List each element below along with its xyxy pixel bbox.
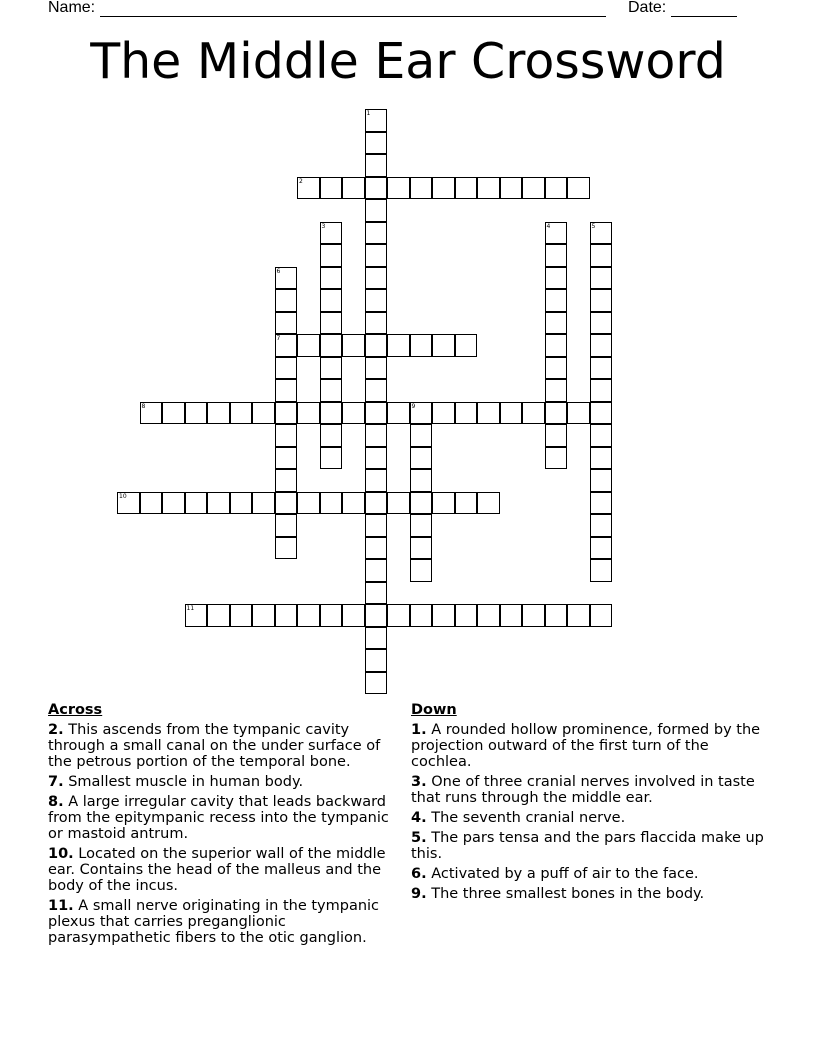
date-label: Date: bbox=[628, 0, 667, 16]
grid-cell[interactable] bbox=[567, 604, 590, 627]
grid-cell[interactable] bbox=[252, 492, 275, 515]
clue-number-label: 7 bbox=[276, 335, 281, 342]
clue-number: 10. bbox=[48, 846, 74, 862]
down-clue bbox=[411, 722, 771, 770]
grid-cell[interactable] bbox=[140, 492, 163, 515]
clue-number: 1. bbox=[411, 722, 427, 738]
grid-cell[interactable] bbox=[320, 447, 343, 470]
grid-cell[interactable] bbox=[387, 492, 410, 515]
grid-cell[interactable] bbox=[365, 244, 388, 267]
across-clue bbox=[48, 722, 408, 770]
grid-cell[interactable] bbox=[365, 177, 388, 200]
grid-cell[interactable] bbox=[297, 604, 320, 627]
grid-cell[interactable] bbox=[140, 402, 163, 425]
grid-cell[interactable] bbox=[500, 604, 523, 627]
grid-cell[interactable] bbox=[252, 402, 275, 425]
clue-number: 6. bbox=[411, 866, 427, 882]
grid-cell[interactable] bbox=[365, 649, 388, 672]
down-clue bbox=[411, 830, 771, 862]
grid-cell[interactable] bbox=[342, 177, 365, 200]
grid-cell[interactable] bbox=[590, 469, 613, 492]
down-clues bbox=[411, 702, 771, 906]
grid-cell[interactable] bbox=[567, 402, 590, 425]
grid-cell[interactable] bbox=[275, 447, 298, 470]
grid-cell[interactable] bbox=[522, 604, 545, 627]
grid-cell[interactable] bbox=[545, 334, 568, 357]
clue-text: Located on the superior wall of the middle ear. Contains the head of the malleus and the body of the incus. bbox=[48, 846, 386, 894]
grid-cell[interactable] bbox=[410, 334, 433, 357]
grid-cell[interactable] bbox=[545, 604, 568, 627]
grid-cell[interactable] bbox=[387, 177, 410, 200]
grid-cell[interactable] bbox=[545, 402, 568, 425]
clue-number-label: 11 bbox=[186, 605, 195, 612]
clue-number: 7. bbox=[48, 774, 64, 790]
clue-number-label: 8 bbox=[141, 402, 146, 410]
grid-cell[interactable] bbox=[567, 177, 590, 200]
grid-cell[interactable] bbox=[455, 492, 478, 515]
grid-cell[interactable] bbox=[275, 469, 298, 492]
grid-cell[interactable] bbox=[500, 402, 523, 425]
grid-cell[interactable] bbox=[207, 492, 230, 515]
clue-number-label: 9 bbox=[411, 402, 416, 410]
down-clue bbox=[411, 866, 771, 882]
grid-cell[interactable] bbox=[500, 177, 523, 200]
grid-cell[interactable] bbox=[477, 604, 500, 627]
grid-cell[interactable] bbox=[522, 177, 545, 200]
grid-cell[interactable] bbox=[545, 177, 568, 200]
grid-cell[interactable] bbox=[320, 244, 343, 267]
grid-cell[interactable] bbox=[230, 604, 253, 627]
grid-cell[interactable] bbox=[522, 402, 545, 425]
grid-cell[interactable] bbox=[365, 402, 388, 425]
down-clue bbox=[411, 774, 771, 806]
grid-cell[interactable] bbox=[275, 514, 298, 537]
grid-cell[interactable] bbox=[590, 267, 613, 290]
grid-cell[interactable] bbox=[365, 199, 388, 222]
grid-cell[interactable] bbox=[297, 402, 320, 425]
grid-cell[interactable] bbox=[117, 492, 140, 515]
grid-cell[interactable] bbox=[365, 132, 388, 155]
grid-cell[interactable] bbox=[365, 154, 388, 177]
clue-number: 5. bbox=[411, 830, 427, 846]
grid-cell[interactable] bbox=[230, 402, 253, 425]
down-heading: Down bbox=[411, 702, 457, 718]
clue-text: A large irregular cavity that leads backward from the epitympanic recess into the tympanic or mastoid antrum. bbox=[48, 794, 389, 842]
clue-number-label: 2 bbox=[299, 177, 303, 185]
grid-cell[interactable] bbox=[590, 537, 613, 560]
grid-cell[interactable] bbox=[320, 177, 343, 200]
across-clue bbox=[48, 846, 408, 894]
clue-text: The three smallest bones in the body. bbox=[431, 886, 705, 902]
grid-cell[interactable] bbox=[410, 469, 433, 492]
grid-cell[interactable] bbox=[432, 334, 455, 357]
grid-cell[interactable] bbox=[365, 379, 388, 402]
clue-number: 2. bbox=[48, 722, 64, 738]
grid-cell[interactable] bbox=[365, 312, 388, 335]
grid-cell[interactable] bbox=[207, 604, 230, 627]
grid-cell[interactable] bbox=[590, 424, 613, 447]
grid-cell[interactable] bbox=[275, 604, 298, 627]
grid-cell[interactable] bbox=[590, 289, 613, 312]
grid-cell[interactable] bbox=[410, 559, 433, 582]
grid-cell[interactable] bbox=[365, 582, 388, 605]
grid-cell[interactable] bbox=[432, 402, 455, 425]
grid-cell[interactable] bbox=[477, 492, 500, 515]
grid-cell[interactable] bbox=[365, 289, 388, 312]
grid-cell[interactable] bbox=[365, 424, 388, 447]
clue-text: Smallest muscle in human body. bbox=[68, 774, 304, 790]
grid-cell[interactable] bbox=[275, 357, 298, 380]
clue-text: The pars tensa and the pars flaccida make up this. bbox=[411, 830, 764, 862]
clue-text: Activated by a puff of air to the face. bbox=[431, 866, 699, 882]
grid-cell[interactable] bbox=[590, 312, 613, 335]
page-title: The Middle Ear Crossword bbox=[90, 33, 726, 90]
clue-number-label: 5 bbox=[591, 222, 596, 230]
grid-cell[interactable] bbox=[410, 537, 433, 560]
clue-number-label: 3 bbox=[321, 222, 326, 230]
clue-number: 8. bbox=[48, 794, 64, 810]
grid-cell[interactable] bbox=[320, 267, 343, 290]
grid-cell[interactable] bbox=[275, 289, 298, 312]
grid-cell[interactable] bbox=[590, 244, 613, 267]
grid-cell[interactable] bbox=[387, 402, 410, 425]
grid-cell[interactable] bbox=[320, 604, 343, 627]
grid-cell[interactable] bbox=[365, 672, 388, 695]
across-heading: Across bbox=[48, 702, 103, 718]
grid-cell[interactable] bbox=[410, 424, 433, 447]
grid-cell[interactable] bbox=[365, 559, 388, 582]
grid-cell[interactable] bbox=[342, 492, 365, 515]
grid-cell[interactable] bbox=[365, 627, 388, 650]
grid-cell[interactable] bbox=[432, 492, 455, 515]
grid-cell[interactable] bbox=[320, 492, 343, 515]
grid-cell[interactable] bbox=[275, 492, 298, 515]
grid-cell[interactable] bbox=[432, 604, 455, 627]
grid-cell[interactable] bbox=[387, 334, 410, 357]
grid-cell[interactable] bbox=[387, 604, 410, 627]
grid-cell[interactable] bbox=[252, 604, 275, 627]
clue-text: The seventh cranial nerve. bbox=[431, 810, 626, 826]
grid-cell[interactable] bbox=[590, 559, 613, 582]
grid-cell[interactable] bbox=[297, 177, 320, 200]
clue-number: 3. bbox=[411, 774, 427, 790]
grid-cell[interactable] bbox=[275, 312, 298, 335]
grid-cell[interactable] bbox=[365, 267, 388, 290]
grid-cell[interactable] bbox=[365, 604, 388, 627]
clue-number-label: 1 bbox=[366, 110, 371, 117]
clue-number-label: 6 bbox=[276, 267, 281, 275]
grid-cell[interactable] bbox=[275, 267, 298, 290]
grid-cell[interactable] bbox=[365, 109, 388, 132]
grid-cell[interactable] bbox=[432, 177, 455, 200]
grid-cell[interactable] bbox=[545, 289, 568, 312]
grid-cell[interactable] bbox=[410, 402, 433, 425]
grid-cell[interactable] bbox=[410, 604, 433, 627]
clue-number: 4. bbox=[411, 810, 427, 826]
grid-cell[interactable] bbox=[545, 312, 568, 335]
grid-cell[interactable] bbox=[320, 222, 343, 245]
grid-cell[interactable] bbox=[545, 244, 568, 267]
grid-cell[interactable] bbox=[365, 334, 388, 357]
grid-cell[interactable] bbox=[365, 537, 388, 560]
grid-cell[interactable] bbox=[185, 492, 208, 515]
grid-cell[interactable] bbox=[545, 379, 568, 402]
grid-cell[interactable] bbox=[320, 334, 343, 357]
grid-cell[interactable] bbox=[545, 357, 568, 380]
grid-cell[interactable] bbox=[410, 514, 433, 537]
grid-cell[interactable] bbox=[365, 514, 388, 537]
grid-cell[interactable] bbox=[590, 447, 613, 470]
grid-cell[interactable] bbox=[275, 424, 298, 447]
grid-cell[interactable] bbox=[590, 222, 613, 245]
grid-cell[interactable] bbox=[342, 334, 365, 357]
grid-cell[interactable] bbox=[477, 402, 500, 425]
grid-cell[interactable] bbox=[590, 379, 613, 402]
grid-cell[interactable] bbox=[365, 222, 388, 245]
grid-cell[interactable] bbox=[590, 357, 613, 380]
grid-cell[interactable] bbox=[410, 447, 433, 470]
grid-cell[interactable] bbox=[320, 402, 343, 425]
grid-cell[interactable] bbox=[477, 177, 500, 200]
grid-cell[interactable] bbox=[230, 492, 253, 515]
grid-cell[interactable] bbox=[455, 604, 478, 627]
grid-cell[interactable] bbox=[365, 357, 388, 380]
grid-cell[interactable] bbox=[320, 379, 343, 402]
grid-cell[interactable] bbox=[320, 357, 343, 380]
down-clue bbox=[411, 810, 771, 826]
grid-cell[interactable] bbox=[590, 492, 613, 515]
grid-cell[interactable] bbox=[410, 492, 433, 515]
grid-cell[interactable] bbox=[297, 334, 320, 357]
grid-cell[interactable] bbox=[455, 334, 478, 357]
clue-number: 9. bbox=[411, 886, 427, 902]
grid-cell[interactable] bbox=[365, 469, 388, 492]
grid-cell[interactable] bbox=[320, 312, 343, 335]
clue-text: A rounded hollow prominence, formed by the projection outward of the first turn of the cochlea. bbox=[411, 722, 761, 770]
grid-cell[interactable] bbox=[545, 267, 568, 290]
grid-cell[interactable] bbox=[365, 492, 388, 515]
grid-cell[interactable] bbox=[545, 424, 568, 447]
grid-cell[interactable] bbox=[162, 492, 185, 515]
grid-cell[interactable] bbox=[590, 334, 613, 357]
grid-cell[interactable] bbox=[545, 447, 568, 470]
across-clue bbox=[48, 794, 408, 842]
clue-number: 11. bbox=[48, 898, 74, 914]
clue-number-label: 10 bbox=[119, 492, 127, 500]
grid-cell[interactable] bbox=[275, 402, 298, 425]
name-label: Name: bbox=[48, 0, 96, 16]
clue-number-label: 4 bbox=[546, 222, 551, 230]
grid-cell[interactable] bbox=[297, 492, 320, 515]
grid-cell[interactable] bbox=[590, 402, 613, 425]
grid-cell[interactable] bbox=[320, 424, 343, 447]
grid-cell[interactable] bbox=[410, 177, 433, 200]
clue-text: This ascends from the tympanic cavity through a small canal on the under surface of the petrous portion of the temporal bone. bbox=[48, 722, 381, 770]
across-clues bbox=[48, 702, 408, 950]
grid-cell[interactable] bbox=[162, 402, 185, 425]
grid-cell[interactable] bbox=[207, 402, 230, 425]
grid-cell[interactable] bbox=[275, 334, 298, 357]
grid-cell[interactable] bbox=[275, 537, 298, 560]
grid-cell[interactable] bbox=[275, 379, 298, 402]
grid-cell[interactable] bbox=[342, 604, 365, 627]
across-clue bbox=[48, 774, 408, 790]
down-clue bbox=[411, 886, 771, 902]
clue-text: One of three cranial nerves involved in taste that runs through the middle ear. bbox=[411, 774, 755, 806]
grid-cell[interactable] bbox=[320, 289, 343, 312]
grid-cell[interactable] bbox=[455, 177, 478, 200]
grid-cell[interactable] bbox=[590, 514, 613, 537]
clue-text: A small nerve originating in the tympanic plexus that carries preganglionic parasympathetic fibers to the otic ganglion. bbox=[48, 898, 380, 946]
grid-cell[interactable] bbox=[455, 402, 478, 425]
grid-cell[interactable] bbox=[590, 604, 613, 627]
grid-cell[interactable] bbox=[185, 402, 208, 425]
grid-cell[interactable] bbox=[365, 447, 388, 470]
grid-cell[interactable] bbox=[545, 222, 568, 245]
grid-cell[interactable] bbox=[185, 604, 208, 627]
across-clue bbox=[48, 898, 408, 946]
grid-cell[interactable] bbox=[342, 402, 365, 425]
